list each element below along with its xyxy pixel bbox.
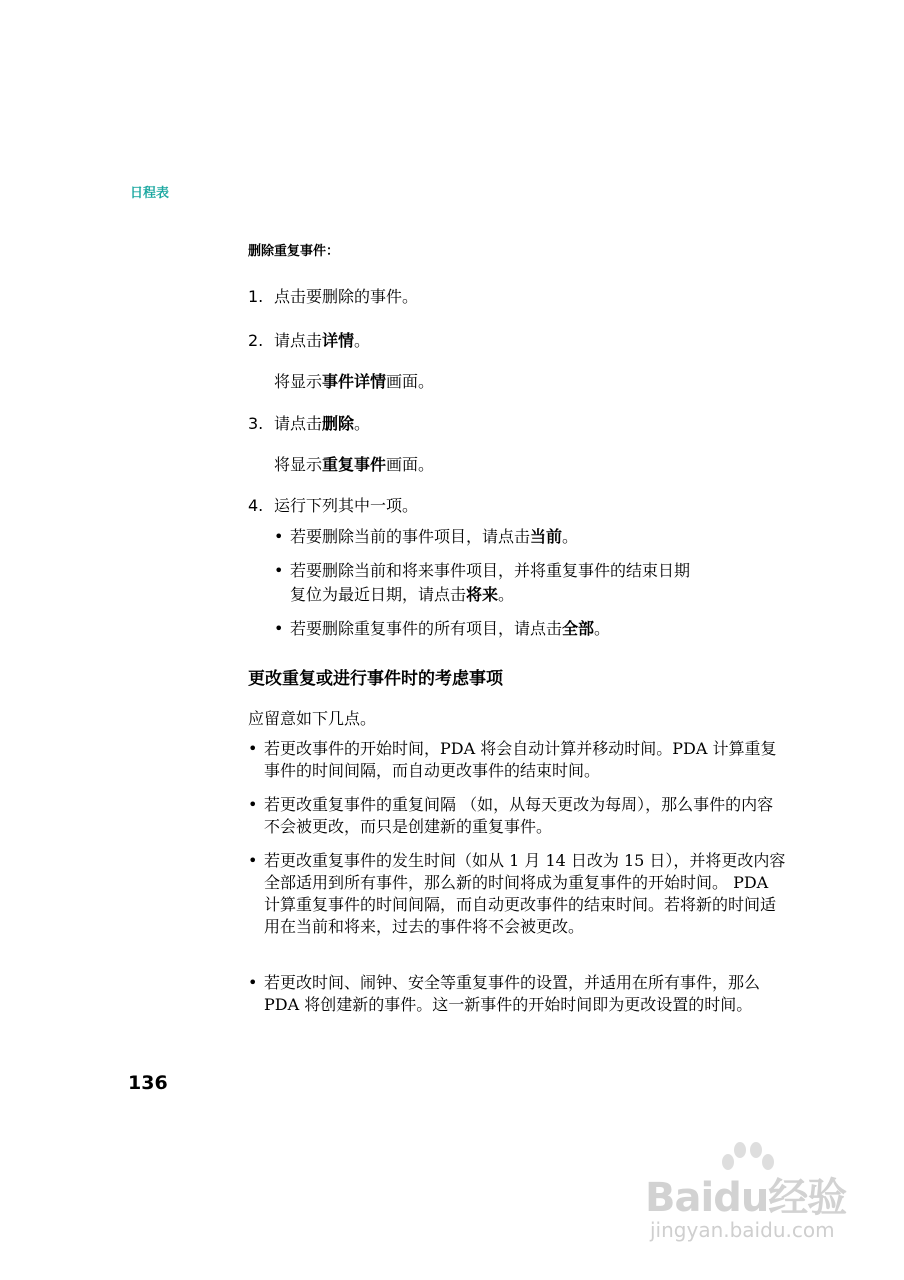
considerations-heading: 更改重复或进行事件时的考虑事项 <box>248 669 503 689</box>
note-item <box>248 850 788 938</box>
punct: 。 <box>594 619 611 638</box>
option-future-cont <box>290 584 514 606</box>
punct: 。 <box>562 527 579 546</box>
step-3 <box>248 411 370 434</box>
step-text: 请点击 <box>274 414 323 433</box>
option-future <box>274 560 690 582</box>
step-3-result <box>274 452 434 475</box>
note-text: 若更改重复事件的发生时间（如从 1 月 14 日改为 15 日），并将更改内容全部适用到所有事件，那么新的时间将成为重复事件的开始时间。 PDA 计算重复事件的时间间隔，而自动更改事件的结束时间。若将新的时间适用在当前和将来，过去的事件将不会被更改。 <box>264 851 786 936</box>
ui-term: 将来 <box>466 585 499 604</box>
option-text: 复位为最近日期，请点击 <box>290 585 467 604</box>
step-text: 请点击 <box>274 331 323 350</box>
step-4 <box>248 493 418 516</box>
step-number: 2. <box>248 331 264 350</box>
ui-term: 重复事件 <box>322 455 387 474</box>
bullet-icon: • <box>274 527 284 546</box>
step-number: 3. <box>248 414 264 433</box>
step-text: 点击要删除的事件。 <box>274 287 419 306</box>
ui-term: 删除 <box>322 414 355 433</box>
bullet-icon: • <box>274 561 284 580</box>
result-text: 将显示 <box>274 372 323 391</box>
step-number: 4. <box>248 496 264 515</box>
step-number: 1. <box>248 287 264 306</box>
ui-term: 全部 <box>562 619 595 638</box>
option-text: 若要删除当前的事件项目，请点击 <box>290 527 531 546</box>
page-number: 136 <box>128 1072 168 1094</box>
considerations-intro: 应留意如下几点。 <box>248 709 377 728</box>
punct: 。 <box>354 414 371 433</box>
delete-section-title: 删除重复事件： <box>248 244 340 259</box>
step-2 <box>248 328 370 351</box>
ui-term: 详情 <box>322 331 355 350</box>
bullet-icon: • <box>248 973 258 992</box>
bullet-icon: • <box>248 851 258 870</box>
note-text: 若更改重复事件的重复间隔 （如，从每天更改为每周），那么事件的内容不会被更改，而只是创建新的重复事件。 <box>264 795 774 836</box>
ui-term: 事件详情 <box>322 372 387 391</box>
note-item <box>248 738 788 782</box>
option-current <box>274 526 578 548</box>
note-item <box>248 794 788 838</box>
result-text: 画面。 <box>386 455 435 474</box>
note-item <box>248 972 788 1016</box>
result-text: 将显示 <box>274 455 323 474</box>
section-label: 日程表 <box>130 186 170 201</box>
note-text: 若更改事件的开始时间，PDA 将会自动计算并移动时间。PDA 计算重复事件的时间间隔，而自动更改事件的结束时间。 <box>264 739 777 780</box>
result-text: 画面。 <box>386 372 435 391</box>
watermark-brand: Baidu经验 <box>645 1175 847 1221</box>
punct: 。 <box>354 331 371 350</box>
step-1 <box>248 284 418 307</box>
step-2-result <box>274 369 434 392</box>
option-text: 若要删除重复事件的所有项目，请点击 <box>290 619 563 638</box>
option-text: 若要删除当前和将来事件项目，并将重复事件的结束日期 <box>290 561 691 580</box>
punct: 。 <box>498 585 515 604</box>
bullet-icon: • <box>248 739 258 758</box>
option-all <box>274 618 610 640</box>
watermark-url: jingyan.baidu.com <box>650 1218 835 1242</box>
bullet-icon: • <box>274 619 284 638</box>
step-text: 运行下列其中一项。 <box>274 496 419 515</box>
ui-term: 当前 <box>530 527 563 546</box>
bullet-icon: • <box>248 795 258 814</box>
note-text: 若更改时间、闹钟、安全等重复事件的设置，并适用在所有事件，那么 PDA 将创建新的事件。这一新事件的开始时间即为更改设置的时间。 <box>264 973 761 1014</box>
